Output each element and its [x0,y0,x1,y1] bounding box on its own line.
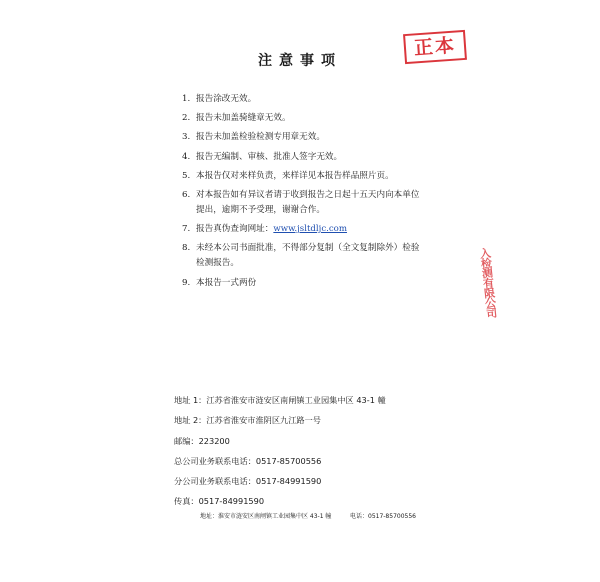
notice-number: 9. [182,277,191,288]
notice-text: 报告涂改无效。 [196,94,257,104]
notice-number: 1. [182,94,191,104]
notice-text-continued: 提出，逾期不予受理，谢谢合作。 [196,204,325,215]
address-2: 地址 2：江苏省淮安市淮阴区九江路一号 [174,415,321,426]
fax-number: 传真：0517-84991590 [174,496,265,507]
contact-block [174,394,386,516]
postal-code: 邮编：223200 [174,435,230,446]
notice-text: 未经本公司书面批准，不得部分复制（全文复制除外）检验 [196,243,420,254]
notice-number: 8. [182,243,191,254]
notice-text: 本报告一式两份 [196,277,257,288]
notice-number: 7. [182,224,191,235]
notice-number: 4. [182,151,191,162]
notice-text-continued: 检测报告。 [196,258,239,269]
original-copy-stamp: 正本 [403,30,467,64]
notice-item [182,241,482,271]
notice-text: 对本报告如有异议者请于收到报告之日起十五天内向本单位 [196,189,420,200]
notice-text [196,222,482,237]
footer-address: 地址：淮安市涟安区南闸镇工业园集中区 43-1 幢 [200,513,332,520]
notice-text: 本报告仅对来样负责，来样详见本报告样品照片页。 [196,170,394,181]
notice-text-prefix: 报告真伪查询网址： [196,224,274,235]
notice-number: 3. [182,132,191,143]
notice-list [182,92,482,295]
notice-item [182,111,482,126]
head-office-phone: 总公司业务联系电话：0517-85700556 [174,455,322,466]
branch-office-phone: 分公司业务联系电话：0517-84991590 [174,476,322,487]
page-footer [200,511,450,520]
notice-item [182,150,482,165]
notice-text: 报告未加盖检验检测专用章无效。 [196,132,325,143]
notice-item [182,276,482,291]
footer-phone: 电话：0517-85700556 [350,513,416,520]
side-seal-stamp: 入检测有限公司 [477,246,499,318]
notice-number: 6. [182,189,191,200]
notice-text: 报告无编制、审核、批准人签字无效。 [196,151,343,162]
notice-item [182,130,482,145]
verification-link[interactable]: www.jsltdljc.com [273,224,348,235]
notice-number: 2. [182,113,191,124]
page-title: 注意事项 [258,53,342,69]
notice-item [182,188,482,218]
notice-text: 报告未加盖骑缝章无效。 [196,113,291,124]
notice-item [182,222,482,237]
address-1: 地址 1：江苏省淮安市涟安区南闸镇工业园集中区 43-1 幢 [174,395,386,405]
notice-number: 5. [182,170,191,181]
notice-item [182,169,482,184]
notice-item [182,92,482,107]
